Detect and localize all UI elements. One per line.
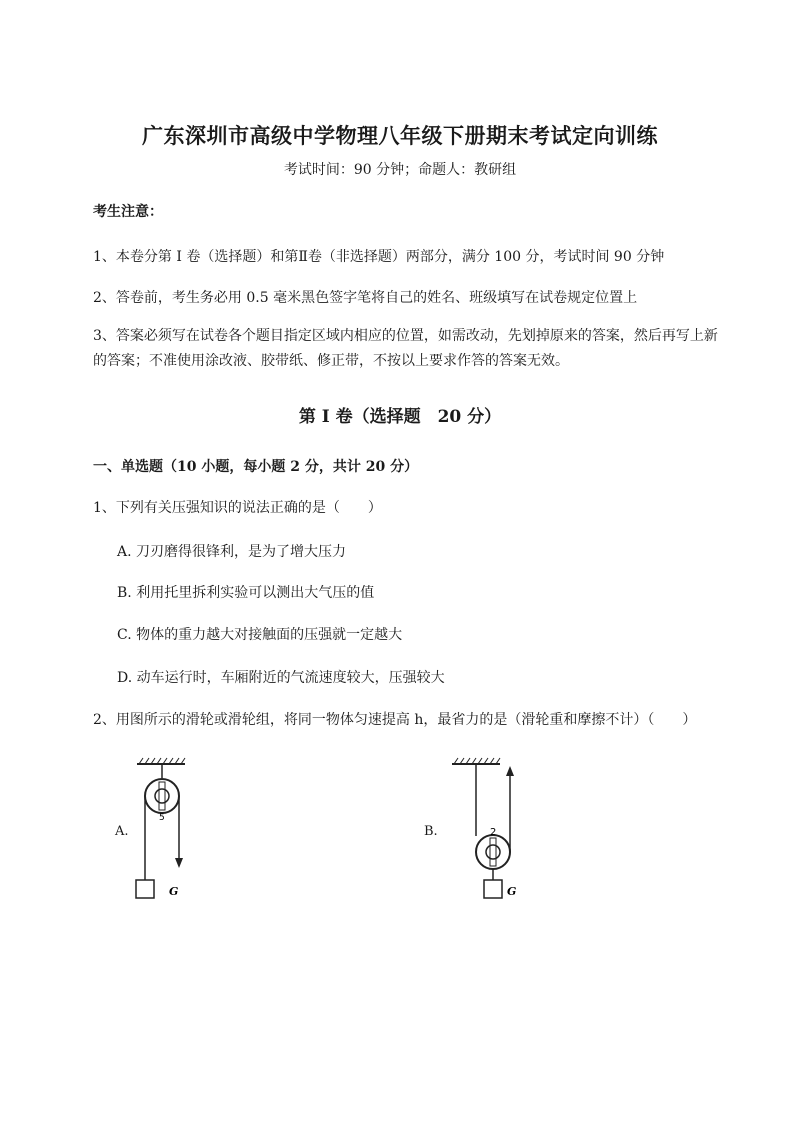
pulley-frame bbox=[490, 838, 496, 866]
ceiling-hatching bbox=[137, 758, 185, 764]
section-heading: 一、单选题（10 小题，每小题 2 分，共计 20 分） bbox=[93, 459, 419, 475]
pulley-frame bbox=[159, 782, 165, 810]
exam-info: 考试时间：90 分钟；命题人：教研组 bbox=[283, 162, 517, 178]
question-1-option-a[interactable]: A. 刀刃磨得很锋利，是为了增大压力 bbox=[117, 544, 347, 560]
question-1-option-d[interactable]: D. 动车运行时，车厢附近的气流速度较大，压强较大 bbox=[117, 670, 445, 686]
figure-b-pulley-diagram bbox=[448, 752, 528, 912]
weight-label: G bbox=[169, 885, 179, 898]
question-2-stem: 2、用图所示的滑轮或滑轮组，将同一物体匀速提高 h，最省力的是（滑轮重和摩擦不计）（ ） bbox=[93, 712, 697, 728]
pulley-number: 2 bbox=[490, 827, 497, 838]
notice-item-2: 2、答卷前，考生务必用 0.5 毫米黑色签字笔将自己的姓名、班级填写在试卷规定位置上 bbox=[93, 290, 638, 306]
pulley-number: 5 bbox=[159, 813, 165, 823]
figure-a-pulley-diagram bbox=[125, 752, 205, 912]
pulley-axle bbox=[486, 845, 500, 859]
part-title: 第 I 卷（选择题 20 分） bbox=[298, 407, 502, 427]
question-1-option-c[interactable]: C. 物体的重力越大对接触面的压强就一定越大 bbox=[117, 627, 403, 643]
page-title: 广东深圳市高级中学物理八年级下册期末考试定向训练 bbox=[142, 123, 658, 148]
weight-label: G bbox=[507, 885, 517, 898]
notice-item-3: 3、答案必须写在试卷各个题目指定区域内相应的位置，如需改动，先划掉原来的答案，然后再写上新的答案；不准使用涂改液、胶带纸、修正带，不按以上要求作答的答案无效。 bbox=[93, 328, 718, 369]
pull-arrow-down bbox=[175, 858, 183, 868]
question-1-option-b[interactable]: B. 利用托里拆利实验可以测出大气压的值 bbox=[117, 585, 375, 601]
pull-arrow-up bbox=[506, 766, 514, 776]
ceiling-hatching bbox=[452, 758, 500, 764]
movable-pulley-wheel bbox=[476, 835, 510, 869]
question-1-stem: 1、下列有关压强知识的说法正确的是（ ） bbox=[93, 500, 382, 516]
figure-b-label[interactable]: B. bbox=[424, 824, 438, 839]
weight-block bbox=[136, 880, 154, 898]
notice-item-1: 1、本卷分第 I 卷（选择题）和第Ⅱ卷（非选择题）两部分，满分 100 分，考试时间 90 分钟 bbox=[93, 249, 665, 265]
pulley-axle bbox=[155, 789, 169, 803]
weight-block bbox=[484, 880, 502, 898]
figure-a-label[interactable]: A. bbox=[115, 824, 129, 839]
fixed-pulley-wheel bbox=[145, 779, 179, 813]
notice-heading: 考生注意： bbox=[93, 204, 163, 220]
